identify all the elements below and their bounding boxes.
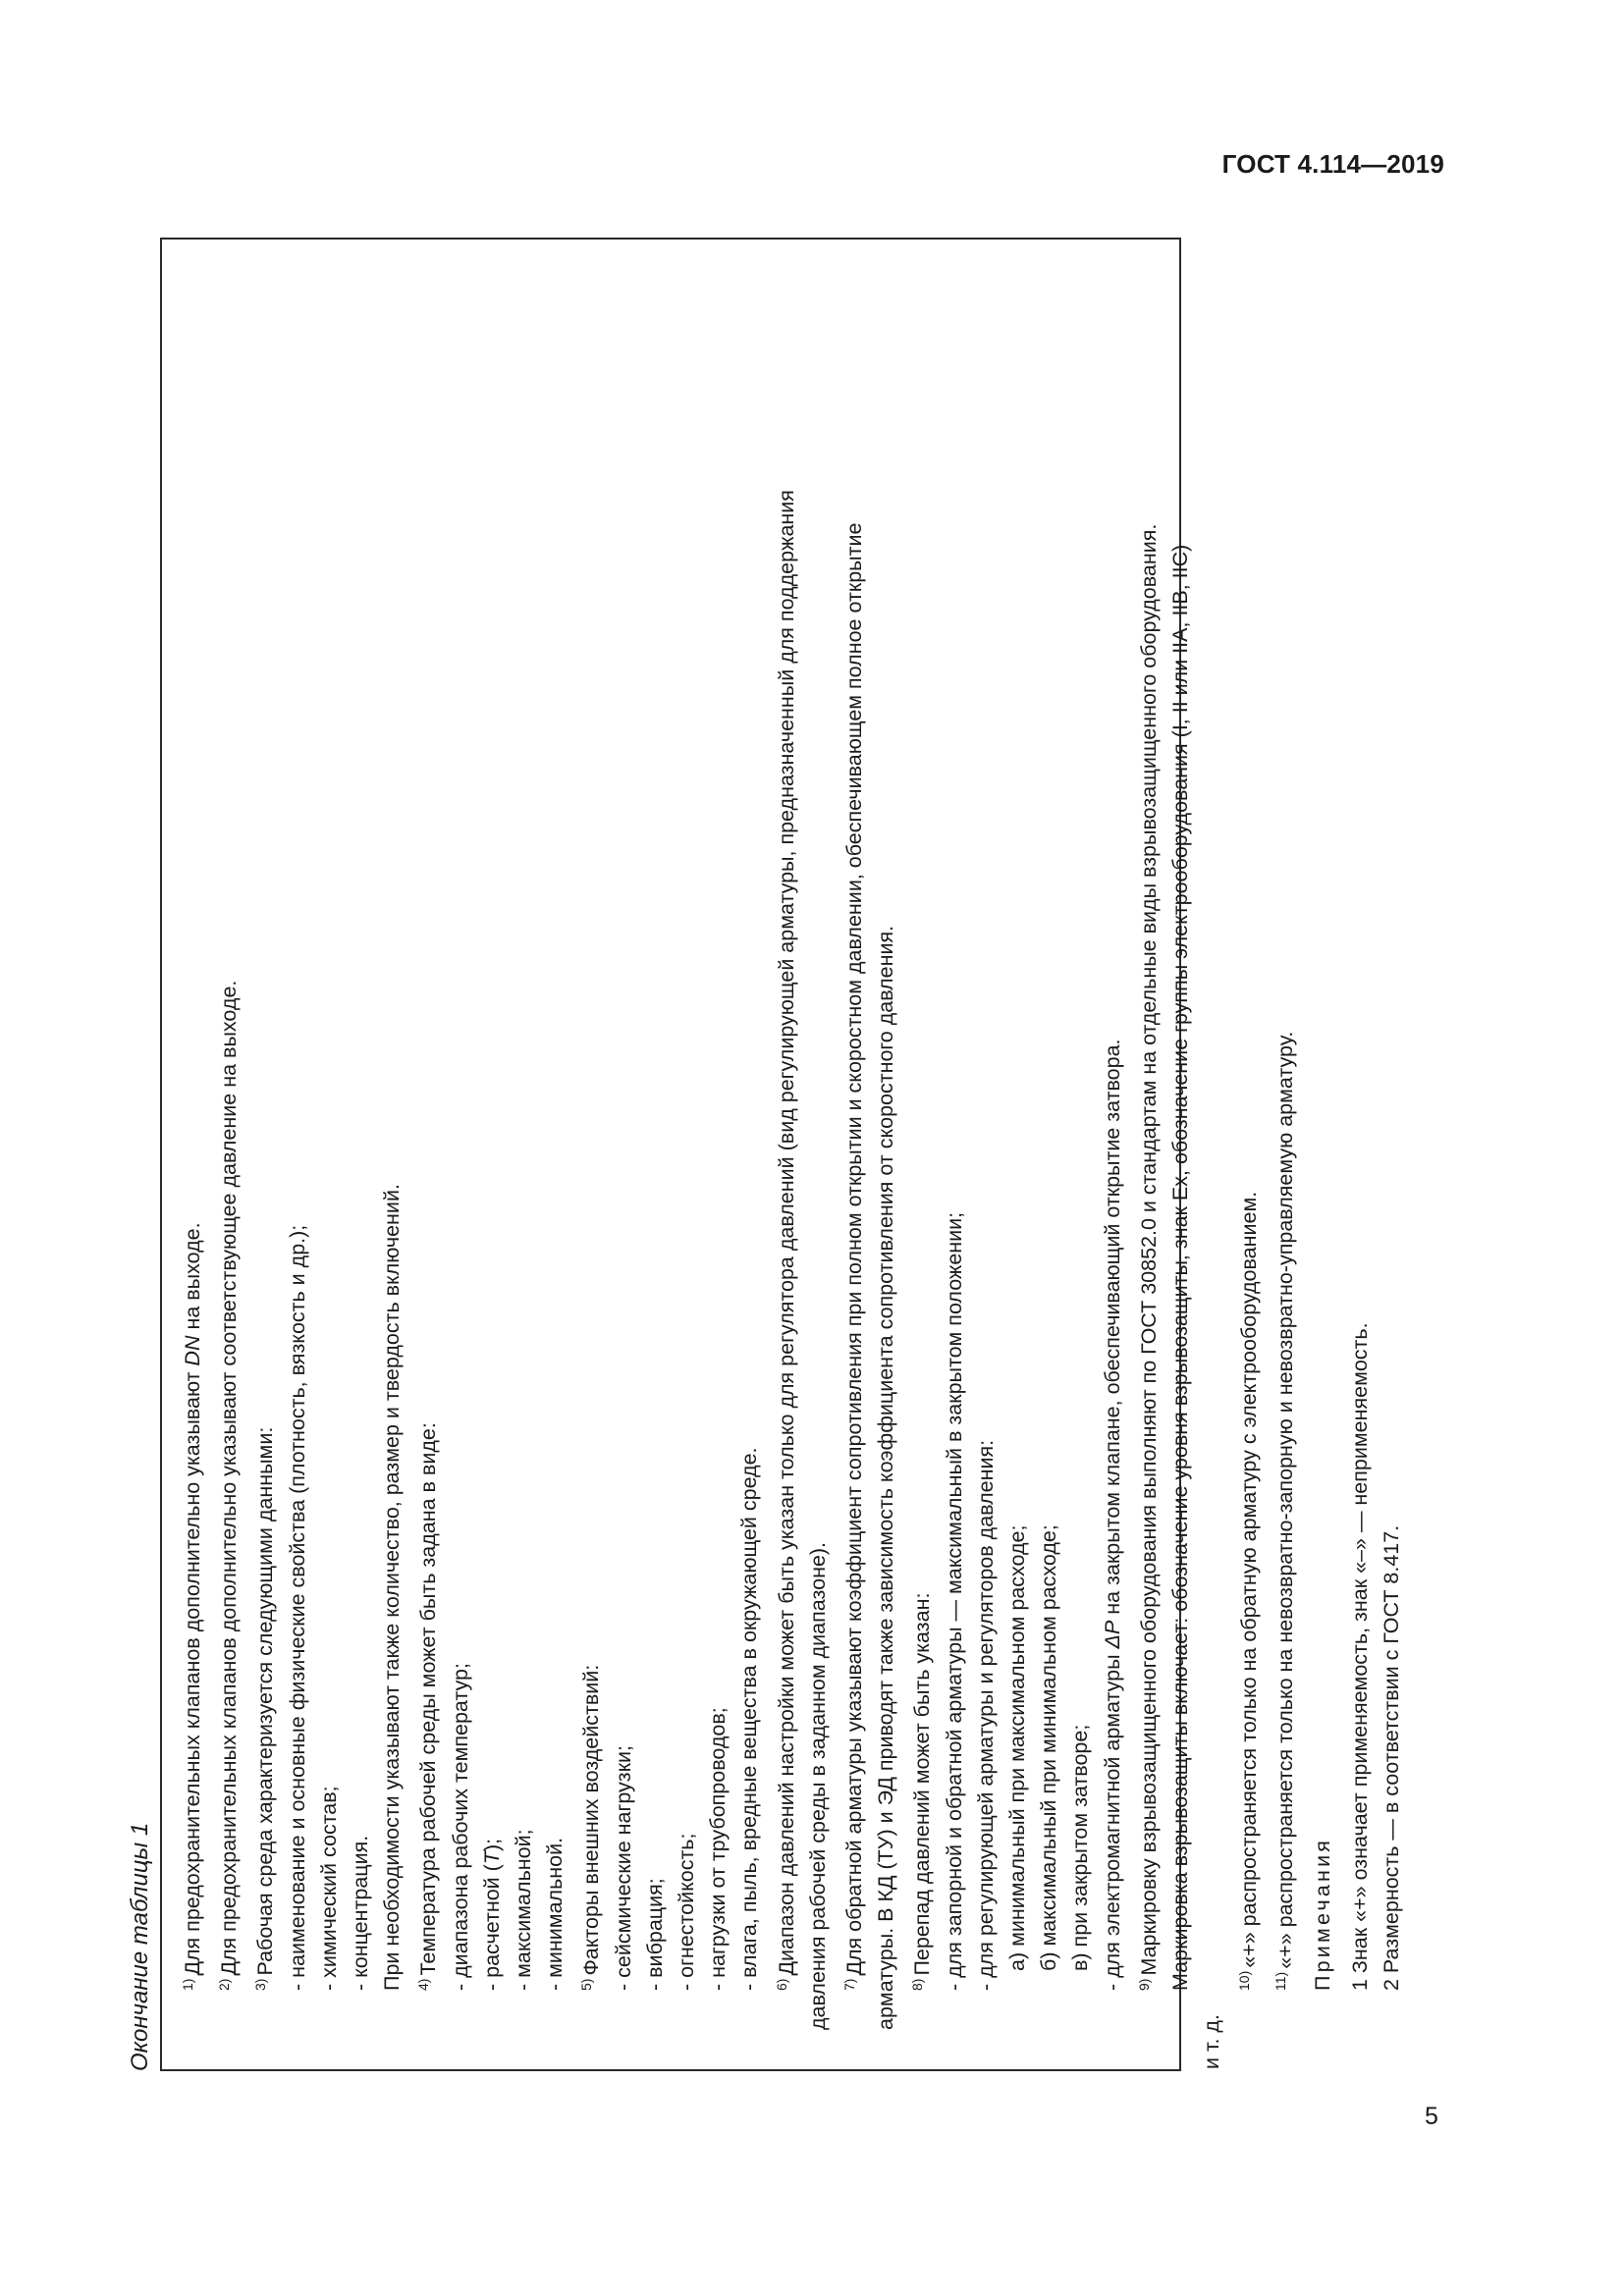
footnote-8-sub-a: а) минимальный при максимальном расходе; [1005, 1524, 1030, 1971]
footnote-5 [570, 257, 607, 2069]
footnote-5-mark: 5) [578, 1978, 595, 1991]
footnote-3-item-3: - концентрация. [349, 1835, 373, 1991]
footnote-4-item-3: - максимальной; [512, 1829, 536, 1991]
footnote-8-sub-c: в) при закрытом затворе; [1068, 1724, 1093, 1971]
footnote-1-dn: DN [181, 1335, 204, 1366]
footnote-3-item-1: - наименование и основные физические свойства (плотность, вязкость и др.); [285, 1224, 309, 1991]
footnote-10 [1228, 257, 1265, 2069]
document-code: ГОСТ 4.114—2019 [1221, 149, 1444, 179]
table-caption: Окончание таблицы 1 [127, 1822, 153, 2071]
footnote-5-item-1: - сейсмические нагрузки; [611, 1744, 635, 1991]
footnote-8 [901, 257, 938, 2069]
footnote-5-item-2: - вибрация; [642, 1878, 667, 1991]
footnote-8-item-1: - для запорной и обратной арматуры — максимальный в закрытом положении; [942, 1211, 966, 1991]
footnote-9 [1128, 257, 1164, 2069]
footnote-8-item-3-dp: ΔP [1100, 1620, 1124, 1649]
footnote-8-item-2: - для регулирующей арматуры и регуляторов давления: [973, 1439, 998, 1991]
footnote-3 [244, 257, 281, 2069]
footnote-4-text: Температура рабочей среды может быть задана в виде: [416, 1422, 441, 1976]
footnote-10-mark: 10) [1235, 1970, 1252, 1991]
footnote-3-extra: При необходимости указывают также количество, размер и твердость включений. [380, 1184, 405, 1991]
footnote-6 [766, 257, 802, 2069]
footnote-2-text: Для предохранительных клапанов дополнительно указывают соответствующее давление на выходе. [217, 980, 242, 1976]
footnotes-frame [160, 238, 1404, 2071]
footnote-4-item-2-a: - расчетной ( [479, 1864, 504, 1991]
footnote-5-item-3: - огнестойкость; [675, 1833, 699, 1991]
footnote-6-line-2: давления рабочей среды в заданном диапазоне). [805, 1541, 830, 2030]
footnote-4-item-1: - диапазона рабочих температур; [448, 1663, 472, 1991]
footnote-4-mark: 4) [415, 1978, 432, 1991]
footnote-9-mark: 9) [1135, 1978, 1152, 1991]
note-2: 2 Размерность — в соответствии с ГОСТ 8.417. [1380, 1524, 1404, 1991]
page-number: 5 [1425, 2103, 1438, 2130]
footnote-11 [1265, 257, 1301, 2069]
footnote-4-item-2 [476, 257, 508, 2069]
rotated-table-page [111, 236, 1404, 2071]
notes-heading: Примечания [1310, 1837, 1334, 1991]
footnote-9-text: Маркировку взрывозащищенного оборудования выполняют по ГОСТ 30852.0 и стандартам на отдельные виды взрывозащищенного оборудования. [1136, 523, 1161, 1976]
footnote-7-mark: 7) [841, 1978, 858, 1991]
footnote-1-text-b: на выходе. [181, 1222, 204, 1336]
footnote-1-text-a: Для предохранительных клапанов дополнительно указывают [181, 1365, 204, 1976]
footnote-7-line-2: арматуры. В КД (ТУ) и ЭД приводят также зависимость коэффициента сопротивления от скоростного давления. [874, 925, 898, 2030]
footnote-5-item-5: - влага, пыль, вредные вещества в окружающей среде. [737, 1447, 762, 1991]
footnote-6-line-1: Диапазон давлений настройки может быть указан только для регулятора давлений (вид регулирующей арматуры, предназначенный для поддержания [774, 490, 798, 1976]
footnote-4-item-4: - минимальной. [543, 1837, 568, 1991]
footnote-7-line-1: Для обратной арматуры указывают коэффициент сопротивления при полном открытии и скоростном давлении, обеспечивающем полное открытие [842, 522, 867, 1976]
note-1: 1 Знак «+» означает применяемость, знак «–» — неприменяемость. [1348, 1322, 1373, 1991]
footnote-7 [834, 257, 870, 2069]
footnote-8-item-3-a: - для электромагнитной арматуры [1100, 1648, 1124, 1991]
footnote-10-text: «+» распространяется только на обратную арматуру с электрооборудованием. [1236, 1191, 1261, 1968]
footnote-11-mark: 11) [1272, 1971, 1288, 1991]
marking-line-1: Маркировка взрывозащиты включает: обозначение уровня взрывозащиты, знак Ex, обозначение группы электрооборудования (I, II или IIA, IIB, IIC) [1168, 544, 1193, 1991]
footnote-5-item-4: - нагрузки от трубопроводов; [706, 1707, 731, 1991]
footnote-8-item-3-b: на закрытом клапане, обеспечивающий открытие затвора. [1100, 1039, 1124, 1621]
footnote-3-mark: 3) [252, 1978, 269, 1991]
footnote-8-mark: 8) [909, 1978, 926, 1991]
footnote-4-item-2-b: ); [479, 1838, 504, 1852]
footnote-3-text: Рабочая среда характеризуется следующими данными: [253, 1426, 278, 1976]
footnote-8-text: Перепад давлений может быть указан: [910, 1592, 935, 1976]
footnote-6-mark: 6) [773, 1978, 789, 1991]
footnote-1-mark: 1) [180, 1978, 195, 1991]
footnote-1 [172, 257, 208, 2069]
footnote-2-mark: 2) [216, 1978, 233, 1991]
footnote-2 [208, 257, 244, 2069]
footnote-8-item-3 [1097, 257, 1128, 2069]
footnote-8-sub-b: б) максимальный при минимальном расходе; [1037, 1524, 1061, 1971]
footnote-11-text: «+» распространяется только на невозвратно-запорную и невозвратно-управляемую арматуру. [1272, 1031, 1297, 1969]
footnote-4 [407, 257, 444, 2069]
footnote-5-text: Факторы внешних воздействий: [579, 1664, 604, 1976]
marking-line-2: и т. д. [1200, 2014, 1224, 2069]
footnote-4-item-2-t: Т [479, 1851, 504, 1865]
footnote-3-item-2: - химический состав; [316, 1786, 341, 1991]
